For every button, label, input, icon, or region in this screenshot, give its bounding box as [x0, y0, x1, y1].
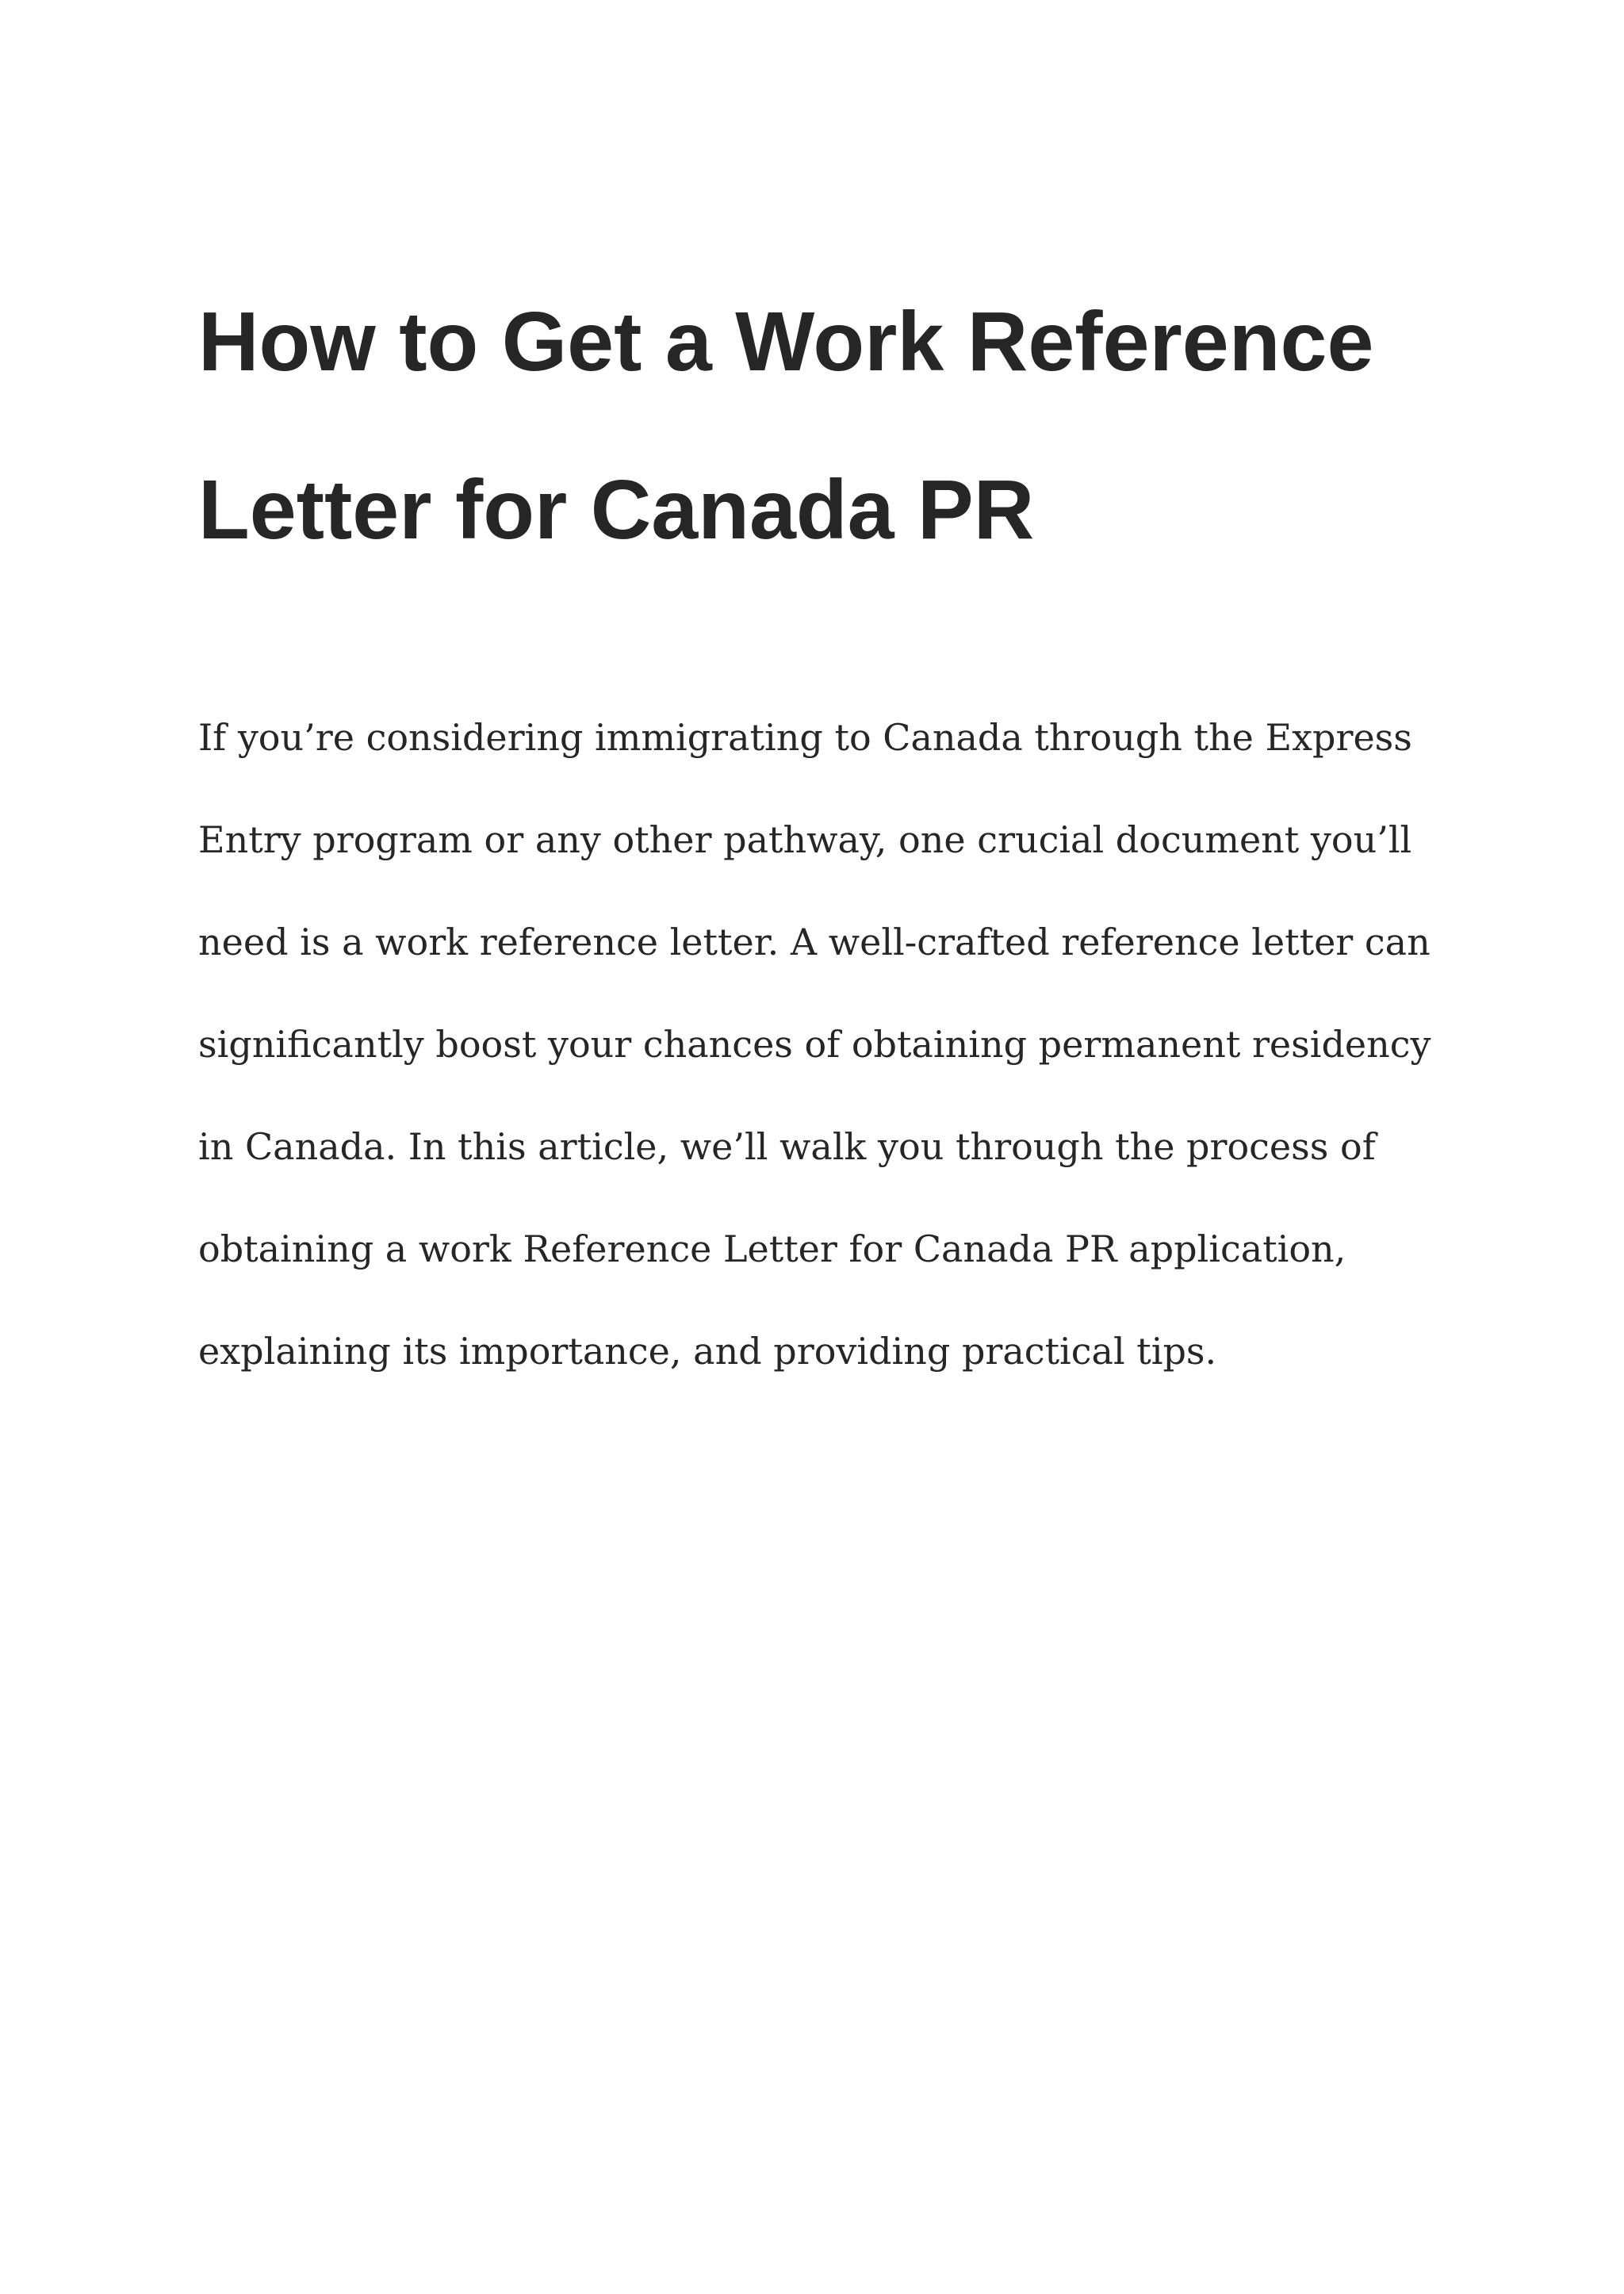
intro-paragraph: [198, 687, 1483, 1403]
paragraph-line: Entry program or any other pathway, one crucial document you’ll: [198, 818, 1412, 861]
paragraph-line: obtaining a work Reference Letter for Canada PR application,: [198, 1227, 1346, 1270]
paragraph-line: significantly boost your chances of obtaining permanent residency: [198, 1023, 1431, 1066]
title-line-2: Letter for Canada PR: [198, 463, 1035, 557]
paragraph-line: need is a work reference letter. A well-crafted reference letter can: [198, 921, 1431, 963]
page-title: [198, 258, 1467, 594]
paragraph-line: If you’re considering immigrating to Canada through the Express: [198, 716, 1412, 759]
paragraph-line: explaining its importance, and providing practical tips.: [198, 1330, 1217, 1373]
title-line-1: How to Get a Work Reference: [198, 295, 1374, 389]
paragraph-line: in Canada. In this article, we’ll walk you through the process of: [198, 1125, 1376, 1168]
